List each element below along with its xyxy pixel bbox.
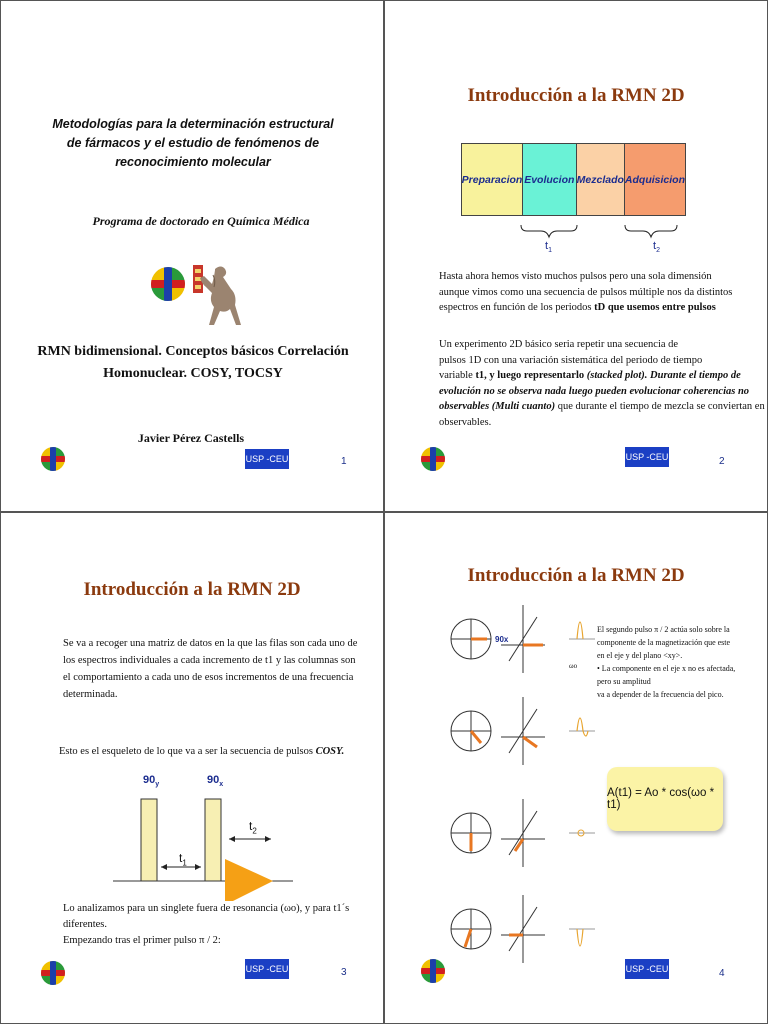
slide3-para3: Lo analizamos para un singlete fuera de resonancia (ωo), y para t1´s diferentes. Empezando tras el primer pulso π / 2:	[63, 903, 350, 946]
usp-ceu-badge: USP -CEU	[245, 959, 289, 979]
program-name: Programa de doctorado en Química Médica	[92, 214, 310, 228]
ceu-logo-icon	[421, 959, 445, 983]
slide1-title: Metodologías para la determinación estructural de fármacos y el estudio de fenómenos de reconocimiento molecular	[52, 117, 334, 169]
page-number: 1	[341, 456, 347, 467]
slide-1	[0, 0, 384, 512]
slide2-para2: Un experimento 2D básico seria repetir una secuencia de pulsos 1D con una variación sistemática del periodo de tiempo variable t1, y luego representarlo (stacked plot). Durante el tiempo de evolución no se observa nada luego pueden evolucionar coherencias no observables (Multi cuanto) que durante el tiempo de mezcla se conviertan en observables.	[439, 339, 765, 428]
vector-row-2	[451, 697, 595, 765]
ceu-logo-icon	[41, 961, 65, 985]
usp-ceu-badge: USP -CEU	[245, 449, 289, 469]
vector-row-3	[451, 799, 595, 867]
t2-label: $t_2$	[653, 240, 660, 255]
sculpture-image	[193, 263, 257, 331]
slide-4	[384, 512, 768, 1024]
omega-label: ωo	[569, 662, 578, 670]
slide2-para1: Hasta ahora hemos visto muchos pulsos pero una sola dimensión aunque vimos como una secuencia de pulsos múltiple nos da distintos espectros en función de los periodos tD que usemos entre pulsos	[439, 271, 733, 313]
slide4-title: Introducción a la RMN 2D	[467, 565, 685, 586]
pulse-90x-label: 90x	[495, 635, 509, 644]
slide2-title: Introducción a la RMN 2D	[467, 85, 685, 106]
ceu-emblem	[151, 267, 185, 301]
slide-2	[384, 0, 768, 512]
slide-3	[0, 512, 384, 1024]
pulse-90x-label: $90_x$	[207, 774, 224, 789]
t1-label: $t_1$	[545, 240, 552, 255]
usp-ceu-badge: USP -CEU	[625, 447, 669, 467]
page-number: 2	[719, 456, 725, 467]
sequence-blocks	[461, 143, 686, 216]
author-name: Javier Pérez Castells	[137, 431, 245, 445]
t2-label: $t_2$	[249, 819, 257, 836]
page-number: 3	[341, 967, 347, 978]
slide3-para2: Esto es el esqueleto de lo que va a ser la secuencia de pulsos COSY.	[59, 746, 345, 757]
formula-box	[607, 767, 723, 831]
usp-ceu-badge: USP -CEU	[625, 959, 669, 979]
t1-label: $t_1$	[179, 851, 187, 868]
slide1-subject: RMN bidimensional. Conceptos básicos Correlación Homonuclear. COSY, TOCSY	[37, 344, 349, 381]
block-adquisicion: Adquisicion	[625, 144, 685, 215]
block-preparacion: Preparacion	[462, 144, 523, 215]
slide4-description: El segundo pulso π / 2 actúa solo sobre la componente de la magnetización que este en el eje y del plano <xy>. • La componente en el eje x no es afectada, pero su amplitud va a depender de la frecuencia del pico.	[597, 625, 736, 699]
slide3-title: Introducción a la RMN 2D	[83, 579, 301, 600]
pulse-90y-label: $90_y$	[143, 774, 160, 789]
time-braces	[515, 223, 695, 257]
ceu-logo-icon	[421, 447, 445, 471]
amplitude-formula: A(t1) = Ao * cos(ωo * t1)	[607, 787, 715, 811]
block-evolucion: Evolucion	[523, 144, 577, 215]
slide3-para1: Se va a recoger una matriz de datos en la que las filas son cada uno de los espectros individuales a cada incremento de t1 y las columnas son el comportamiento a cada uno de esos incrementos de una frecuencia determinada.	[63, 638, 358, 700]
page-number: 4	[719, 968, 725, 979]
block-mezclado: Mezclado	[577, 144, 625, 215]
ceu-logo-icon	[41, 447, 65, 471]
cosy-pulse-sequence	[113, 771, 293, 901]
vector-row-4	[451, 895, 595, 963]
